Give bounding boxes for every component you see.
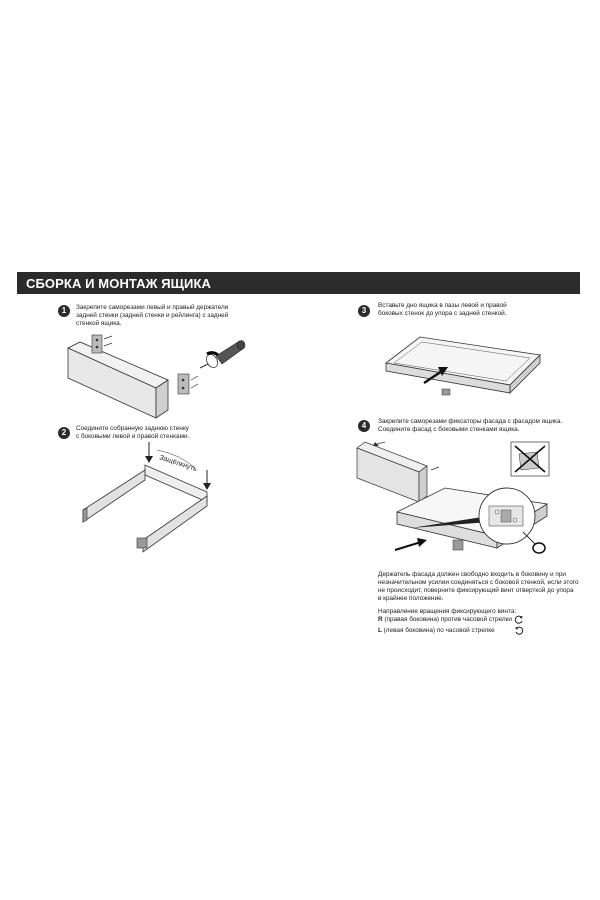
section-header — [17, 272, 580, 294]
step-4-line-1: Закрепите саморезами фиксаторы фасада с фасадом ящика. — [378, 418, 563, 425]
step-3-line-2: боковых стенок до упора с задней стенкой. — [378, 310, 507, 317]
note-line-1: Держатель фасада должен свободно входить в боковину и при — [378, 571, 566, 578]
step-4-illustration — [355, 440, 555, 570]
rotation-l-text: (левая боковина) по часовой стрелке — [381, 627, 495, 634]
step-2-text — [76, 425, 189, 441]
rotation-title: Направление вращения фиксирующего винта: — [378, 608, 517, 615]
step-2-number: 2 — [58, 427, 70, 439]
section-title: СБОРКА И МОНТАЖ ЯЩИКА — [26, 276, 211, 291]
counterclockwise-icon — [514, 615, 524, 625]
rotation-r-line — [378, 616, 516, 624]
step-1-illustration — [60, 330, 250, 425]
rotation-r-text: (правая боковина) против часовой стрелки — [382, 616, 512, 623]
step-1-line-2: задней стенки (задней стенки и рейлинга) с задней — [76, 312, 229, 319]
rotation-l-key: L — [378, 627, 382, 634]
step-3-illustration — [380, 325, 550, 405]
step-2-line-2: с боковыми левой и правой стенками. — [76, 433, 190, 440]
step-2-line-1: Соедините собранную заднюю стенку — [76, 425, 189, 432]
step-4-number: 4 — [358, 420, 370, 432]
note-line-2: незначительном усилии соединяться с боковой стенкой, если этого — [378, 579, 579, 586]
step-3-line-1: Вставьте дно ящика в пазы левой и правой — [378, 302, 507, 309]
note-line-4: в крайнее положение. — [378, 595, 444, 602]
rotation-r-key: R — [378, 616, 383, 623]
step-4-text — [378, 418, 562, 434]
step-1-number: 1 — [58, 305, 70, 317]
step-1-line-1: Закрепите саморезами левый и правый держатели — [76, 304, 229, 311]
step-3-text — [378, 302, 507, 318]
step-2-illustration — [75, 440, 225, 560]
rotation-block — [378, 608, 516, 635]
clockwise-icon — [514, 626, 524, 636]
rotation-l-line — [378, 627, 516, 635]
step-4-line-2: Соедините фасад с боковыми стенками ящика. — [378, 426, 520, 433]
step-3-number: 3 — [358, 305, 370, 317]
step-1-text — [76, 304, 228, 328]
snap-label: Защёлкнуть — [158, 454, 198, 473]
step-1-line-3: стенкой ящика. — [76, 320, 122, 327]
note-line-3: не происходит, поверните фиксирующий винт отверткой до упора — [378, 587, 574, 594]
note-text — [378, 571, 579, 603]
